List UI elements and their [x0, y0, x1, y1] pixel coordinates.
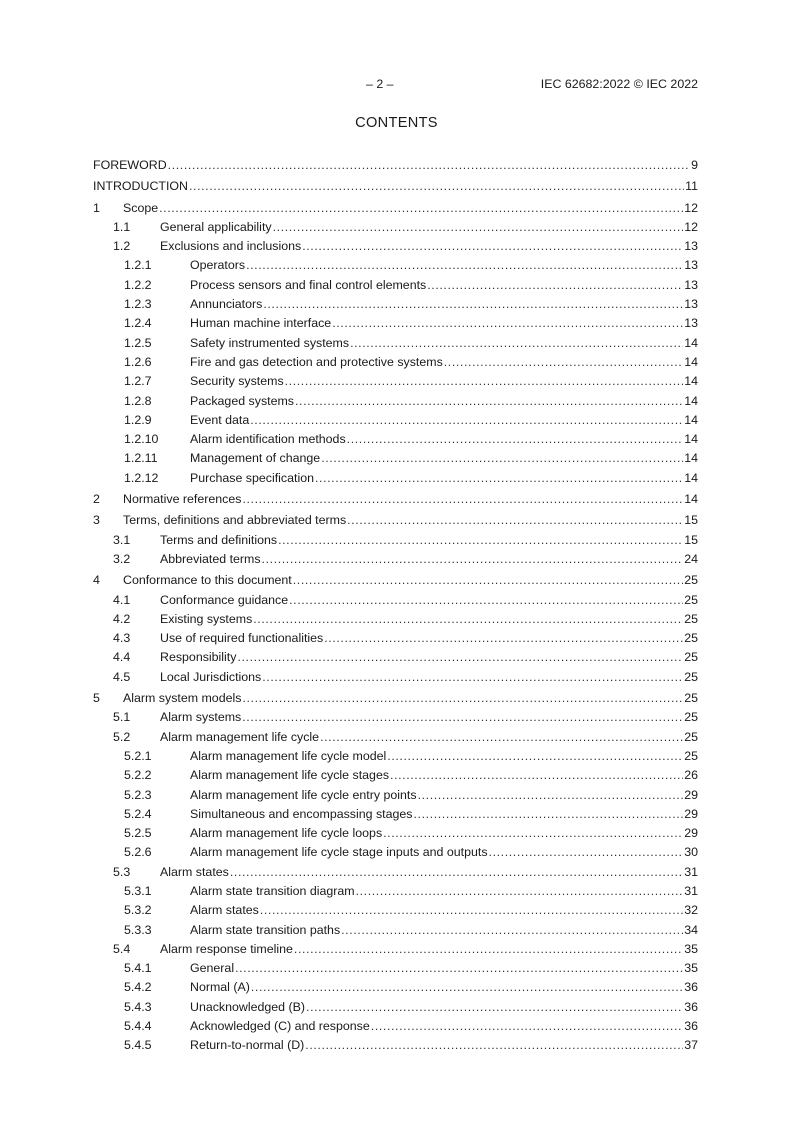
dot-leader — [262, 668, 683, 687]
toc-entry-title: Operators — [190, 258, 246, 273]
toc-entry-number: 5.4.1 — [124, 961, 152, 976]
toc-entry-page: 14 — [684, 374, 698, 389]
toc-entry[interactable] — [93, 843, 698, 862]
dot-leader — [444, 353, 683, 372]
dot-leader — [285, 372, 684, 391]
toc-entry-title: Responsibility — [160, 650, 237, 665]
toc-entry-number: 1 — [93, 200, 100, 215]
toc-entry[interactable] — [93, 786, 698, 805]
standard-reference: IEC 62682:2022 © IEC 2022 — [540, 77, 698, 91]
page-header — [93, 77, 698, 93]
toc-entry-number: 3 — [93, 513, 100, 528]
dot-leader — [350, 334, 683, 353]
toc-entry-title: Security systems — [190, 374, 284, 389]
toc-entry-title: Alarm management life cycle stages — [190, 768, 390, 783]
page-number: – 2 – — [366, 77, 394, 91]
toc-entry-number: 5.4.2 — [124, 980, 152, 995]
toc-entry-title: General — [190, 961, 235, 976]
toc-entry-number: 1.2.5 — [124, 335, 152, 350]
toc-entry[interactable] — [93, 372, 698, 391]
toc-entry-number: 1.2.8 — [124, 393, 152, 408]
dot-leader — [168, 156, 690, 175]
toc-entry-page: 25 — [684, 748, 698, 763]
toc-entry-title: Existing systems — [160, 611, 253, 626]
toc-entry[interactable] — [93, 668, 698, 687]
toc-entry[interactable] — [93, 728, 698, 747]
toc-entry-page: 25 — [684, 729, 698, 744]
toc-entry-title: Alarm states — [160, 864, 229, 879]
dot-leader — [387, 747, 683, 766]
toc-entry-number: 5.2.3 — [124, 787, 152, 802]
toc-entry[interactable] — [93, 334, 698, 353]
toc-entry-page: 31 — [684, 883, 698, 898]
toc-entry-page: 15 — [684, 532, 698, 547]
dot-leader — [262, 550, 684, 569]
toc-entry-page: 36 — [684, 1019, 698, 1034]
dot-leader — [250, 411, 683, 430]
toc-entry-title: Terms, definitions and abbreviated terms — [123, 513, 347, 528]
toc-entry-page: 13 — [684, 258, 698, 273]
toc-entry[interactable] — [93, 237, 698, 256]
toc-entry[interactable] — [93, 708, 698, 727]
dot-leader — [371, 1017, 683, 1036]
toc-entry-number: 1.2.6 — [124, 354, 152, 369]
toc-entry-number: 5.2.5 — [124, 826, 152, 841]
toc-entry-page: 35 — [684, 941, 698, 956]
dot-leader — [189, 177, 684, 196]
toc-entry-title: Unacknowledged (B) — [190, 999, 306, 1014]
toc-entry-page: 29 — [684, 806, 698, 821]
toc-entry-title: FOREWORD — [93, 158, 167, 172]
toc-entry-number: 4.2 — [113, 611, 131, 626]
toc-entry-title: Alarm response timeline — [160, 941, 293, 956]
toc-entry-page: 11 — [685, 179, 698, 194]
toc-entry-number: 4.5 — [113, 669, 131, 684]
toc-entry-number: 3.1 — [113, 532, 131, 547]
toc-entry-page: 14 — [684, 335, 698, 350]
toc-entry-title: Normative references — [123, 492, 242, 507]
toc-entry-number: 1.2.7 — [124, 374, 152, 389]
toc-entry-page: 15 — [684, 513, 698, 528]
toc-entry-title: Alarm management life cycle stage inputs and outputs — [190, 845, 488, 860]
toc-entry[interactable] — [93, 353, 698, 372]
toc-entry[interactable] — [93, 531, 698, 550]
dot-leader — [347, 430, 684, 449]
toc-entry-number: 1.2.2 — [124, 277, 152, 292]
toc-entry[interactable] — [93, 550, 698, 569]
toc-entry-number: 5.3 — [113, 864, 131, 879]
toc-entry[interactable] — [93, 901, 698, 920]
toc-entry-title: Alarm management life cycle model — [190, 748, 387, 763]
toc-entry-page: 25 — [684, 669, 698, 684]
toc-entry-number: 1.2.10 — [124, 432, 159, 447]
table-of-contents — [93, 156, 698, 1056]
toc-entry-page: 14 — [684, 432, 698, 447]
toc-entry-number: 3.2 — [113, 551, 131, 566]
toc-entry-title: Exclusions and inclusions — [160, 239, 302, 254]
toc-entry-number: 1.2.3 — [124, 297, 152, 312]
toc-entry-page: 36 — [684, 980, 698, 995]
toc-entry[interactable] — [93, 511, 698, 530]
dot-leader — [294, 940, 683, 959]
toc-entry[interactable] — [93, 591, 698, 610]
dot-leader — [278, 531, 683, 550]
toc-entry[interactable] — [93, 805, 698, 824]
toc-entry[interactable] — [93, 430, 698, 449]
dot-leader — [332, 314, 683, 333]
toc-entry-title: Use of required functionalities — [160, 631, 324, 646]
toc-entry[interactable] — [93, 490, 698, 509]
toc-entry[interactable] — [93, 177, 698, 196]
toc-entry-page: 26 — [684, 768, 698, 783]
dot-leader — [383, 824, 683, 843]
toc-entry[interactable] — [93, 824, 698, 843]
toc-entry-title: Abbreviated terms — [160, 551, 261, 566]
toc-entry-number: 5.4.4 — [124, 1019, 152, 1034]
toc-entry-page: 13 — [684, 277, 698, 292]
toc-entry-page: 32 — [684, 903, 698, 918]
toc-entry-page: 14 — [684, 354, 698, 369]
toc-entry-title: Packaged systems — [190, 393, 294, 408]
toc-entry-page: 24 — [684, 551, 698, 566]
toc-entry[interactable] — [93, 747, 698, 766]
toc-entry-number: 5.3.1 — [124, 883, 152, 898]
toc-entry-title: Conformance guidance — [160, 592, 289, 607]
dot-leader — [289, 591, 683, 610]
toc-entry-page: 13 — [684, 316, 698, 331]
toc-entry-page: 14 — [684, 451, 698, 466]
dot-leader — [293, 571, 683, 590]
toc-entry-number: 5 — [93, 691, 100, 706]
toc-entry[interactable] — [93, 1036, 698, 1055]
toc-entry-number: 5.2 — [113, 729, 131, 744]
toc-entry-title: Scope — [123, 200, 159, 215]
dot-leader — [489, 843, 684, 862]
dot-leader — [320, 728, 683, 747]
toc-entry-page: 29 — [684, 787, 698, 802]
toc-entry-title: Simultaneous and encompassing stages — [190, 806, 413, 821]
toc-entry-page: 25 — [684, 631, 698, 646]
toc-entry[interactable] — [93, 199, 698, 218]
toc-entry-title: Purchase specification — [190, 470, 314, 485]
toc-entry-number: 1.2.1 — [124, 258, 152, 273]
toc-entry-title: Acknowledged (C) and response — [190, 1019, 370, 1034]
toc-entry-number: 5.3.3 — [124, 922, 152, 937]
dot-leader — [306, 998, 683, 1017]
toc-entry[interactable] — [93, 449, 698, 468]
toc-entry-number: 5.2.1 — [124, 748, 152, 763]
toc-entry-title: Alarm identification methods — [190, 432, 346, 447]
toc-entry[interactable] — [93, 295, 698, 314]
toc-entry-title: Alarm states — [190, 903, 259, 918]
dot-leader — [413, 805, 683, 824]
toc-entry[interactable] — [93, 863, 698, 882]
toc-entry-page: 25 — [684, 710, 698, 725]
toc-entry[interactable] — [93, 921, 698, 940]
toc-entry[interactable] — [93, 766, 698, 785]
toc-entry-page: 14 — [684, 412, 698, 427]
toc-entry[interactable] — [93, 978, 698, 997]
toc-entry-title: INTRODUCTION — [93, 179, 188, 194]
toc-entry-number: 4.1 — [113, 592, 131, 607]
toc-entry[interactable] — [93, 610, 698, 629]
dot-leader — [273, 218, 684, 237]
toc-entry-page: 36 — [684, 999, 698, 1014]
toc-entry[interactable] — [93, 392, 698, 411]
dot-leader — [237, 648, 683, 667]
toc-entry-number: 1.2.9 — [124, 412, 152, 427]
toc-entry[interactable] — [93, 882, 698, 901]
toc-entry-number: 5.2.2 — [124, 768, 152, 783]
toc-entry-page: 25 — [684, 573, 698, 588]
toc-entry-title: Local Jurisdictions — [160, 669, 262, 684]
toc-entry-title: Alarm state transition paths — [190, 922, 341, 937]
toc-entry-number: 1.2.11 — [124, 451, 158, 466]
toc-entry-title: Alarm management life cycle — [160, 729, 320, 744]
dot-leader — [159, 199, 683, 218]
dot-leader — [390, 766, 683, 785]
dot-leader — [242, 490, 683, 509]
dot-leader — [295, 392, 683, 411]
toc-entry[interactable] — [93, 1017, 698, 1036]
dot-leader — [418, 786, 684, 805]
toc-entry-title: General applicability — [160, 219, 272, 234]
toc-entry[interactable] — [93, 276, 698, 295]
toc-entry-number: 4.4 — [113, 650, 131, 665]
dot-leader — [263, 295, 683, 314]
toc-entry-title: Alarm state transition diagram — [190, 883, 355, 898]
toc-entry-page: 31 — [684, 864, 698, 879]
toc-entry-number: 1.2 — [113, 239, 131, 254]
toc-entry-number: 5.2.6 — [124, 845, 152, 860]
toc-entry[interactable] — [93, 629, 698, 648]
toc-entry-title: Management of change — [190, 451, 321, 466]
dot-leader — [321, 449, 683, 468]
toc-entry-title: Process sensors and final control elements — [190, 277, 427, 292]
toc-entry-title: Normal (A) — [190, 980, 250, 995]
toc-entry-number: 5.4 — [113, 941, 131, 956]
toc-entry-page: 34 — [684, 922, 698, 937]
toc-entry-title: Terms and definitions — [160, 532, 278, 547]
toc-entry-title: Alarm systems — [160, 710, 242, 725]
toc-entry-page: 37 — [684, 1038, 698, 1053]
toc-entry-page: 25 — [684, 592, 698, 607]
dot-leader — [347, 511, 683, 530]
dot-leader — [356, 882, 684, 901]
toc-entry-number: 5.2.4 — [124, 806, 152, 821]
toc-entry-number: 5.1 — [113, 710, 131, 725]
toc-entry-page: 14 — [684, 492, 698, 507]
dot-leader — [246, 256, 683, 275]
toc-entry-page: 9 — [691, 158, 698, 172]
dot-leader — [341, 921, 683, 940]
toc-entry[interactable] — [93, 256, 698, 275]
toc-entry-page: 12 — [684, 219, 698, 234]
toc-entry-title: Human machine interface — [190, 316, 332, 331]
toc-entry-page: 12 — [684, 200, 698, 215]
dot-leader — [235, 959, 683, 978]
dot-leader — [251, 978, 683, 997]
toc-entry[interactable] — [93, 959, 698, 978]
toc-entry-page: 25 — [684, 650, 698, 665]
toc-entry-title: Return-to-normal (D) — [190, 1038, 305, 1053]
toc-entry[interactable] — [93, 411, 698, 430]
toc-entry[interactable] — [93, 648, 698, 667]
toc-entry-title: Alarm management life cycle loops — [190, 826, 383, 841]
toc-entry-page: 29 — [684, 826, 698, 841]
dot-leader — [305, 1036, 683, 1055]
dot-leader — [315, 469, 683, 488]
toc-entry-page: 25 — [684, 611, 698, 626]
toc-entry[interactable] — [93, 469, 698, 488]
toc-entry-page: 14 — [684, 393, 698, 408]
toc-entry[interactable] — [93, 998, 698, 1017]
toc-entry-title: Fire and gas detection and protective systems — [190, 354, 443, 369]
toc-entry-page: 13 — [684, 239, 698, 254]
toc-entry[interactable] — [93, 314, 698, 333]
toc-entry-page: 13 — [684, 297, 698, 312]
toc-entry-page: 25 — [684, 691, 698, 706]
dot-leader — [427, 276, 683, 295]
dot-leader — [242, 708, 683, 727]
toc-entry-title: Annunciators — [190, 297, 263, 312]
page-title: CONTENTS — [355, 115, 438, 131]
dot-leader — [260, 901, 683, 920]
toc-entry-title: Conformance to this document — [123, 573, 292, 588]
toc-entry-title: Alarm system models — [123, 691, 242, 706]
dot-leader — [324, 629, 683, 648]
dot-leader — [253, 610, 683, 629]
toc-entry-number: 4 — [93, 573, 100, 588]
toc-entry-number: 1.2.4 — [124, 316, 152, 331]
toc-entry-page: 30 — [684, 845, 698, 860]
toc-entry[interactable] — [93, 689, 698, 708]
dot-leader — [242, 689, 683, 708]
toc-entry-title: Event data — [190, 412, 250, 427]
toc-entry-number: 5.4.3 — [124, 999, 152, 1014]
dot-leader — [302, 237, 683, 256]
toc-entry[interactable] — [93, 940, 698, 959]
toc-entry[interactable] — [93, 571, 698, 590]
toc-entry-number: 5.3.2 — [124, 903, 152, 918]
toc-entry-page: 14 — [684, 470, 698, 485]
dot-leader — [230, 863, 683, 882]
toc-entry-page: 35 — [684, 961, 698, 976]
toc-entry-number: 4.3 — [113, 631, 131, 646]
toc-entry[interactable] — [93, 218, 698, 237]
toc-entry[interactable] — [93, 156, 698, 175]
toc-entry-number: 1.2.12 — [124, 470, 159, 485]
toc-entry-title: Safety instrumented systems — [190, 335, 350, 350]
toc-entry-number: 2 — [93, 492, 100, 507]
toc-entry-title: Alarm management life cycle entry points — [190, 787, 417, 802]
toc-entry-number: 5.4.5 — [124, 1038, 152, 1053]
toc-entry-number: 1.1 — [113, 219, 131, 234]
